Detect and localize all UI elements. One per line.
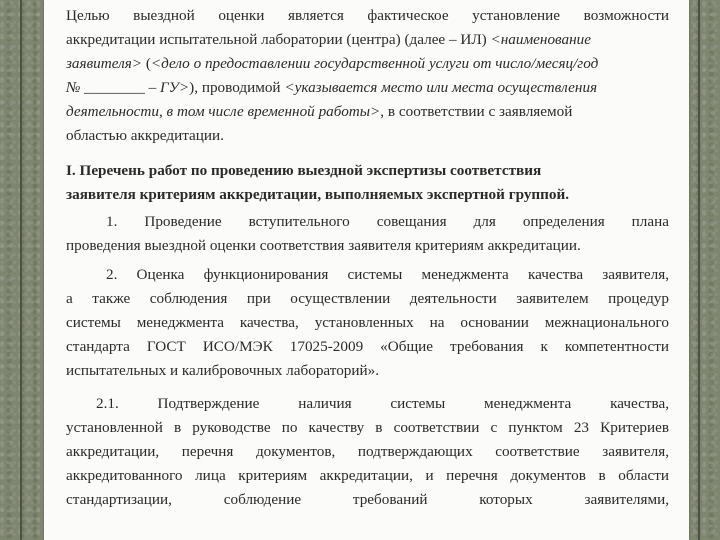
intro-text: Целью выездной оценки является фактическое установление возможности (66, 7, 669, 24)
item-2-line-4: стандарта ГОСТ ИСО/МЭК 17025-2009 «Общие требования к компетентности (66, 338, 669, 355)
placeholder-text: деятельности, в том числе временной работы> (66, 103, 381, 120)
item-2-line-2: а также соблюдения при осуществлении деятельности заявителем процедур (66, 290, 669, 307)
item-1-line-1: 1. Проведение вступительного совещания для определения плана (106, 213, 669, 230)
placeholder-text: № ________ – ГУ> (66, 79, 190, 96)
item-1-line-2: проведения выездной оценки соответствия заявителя критериям аккредитации. (66, 237, 581, 254)
section-heading-line-1: I. Перечень работ по проведению выездной экспертизы соответствия (66, 162, 542, 179)
item-2-line-3: системы менеджмента качества, установленных на основании межнационального (66, 314, 669, 331)
intro-text: аккредитации испытательной лаборатории (центра) (далее – ИЛ) (66, 31, 491, 48)
item-2-1-line-3: аккредитации, перечня документов, подтверждающих соответствие заявителя, (66, 443, 669, 460)
item-2-1-line-4: аккредитованного лица критериям аккредитации, и перечня документов в области (66, 467, 669, 484)
item-2-1-line-2: установленной в руководстве по качеству в соответствии с пунктом 23 Критериев (66, 419, 669, 436)
placeholder-text: <дело о предоставлении государственной услуги от число/месяц/год (150, 55, 599, 72)
intro-line-6 (44, 125, 689, 147)
placeholder-text: <указывается место или места осуществления (284, 79, 598, 96)
intro-line-1 (44, 5, 689, 27)
item-2-1-line-5: стандартизации, соблюдение требований которых заявителями, (66, 491, 669, 508)
section-heading-line-2: заявителя критериям аккредитации, выполняемых экспертной группой. (66, 186, 570, 203)
document-page (44, 0, 689, 540)
intro-line-3 (44, 53, 689, 75)
placeholder-text: заявителя> (66, 55, 143, 72)
intro-line-5 (44, 101, 689, 123)
item-2-line-1: 2. Оценка функционирования системы менеджмента качества заявителя, (106, 266, 669, 283)
placeholder-text: <наименование (490, 31, 591, 48)
item-2-line-5: испытательных и калибровочных лабораторий». (66, 362, 380, 379)
intro-line-2 (44, 29, 689, 51)
item-2-1-line-1: 2.1. Подтверждение наличия системы менеджмента качества, (96, 395, 669, 412)
intro-text: ( (142, 55, 151, 72)
intro-text: областью аккредитации. (66, 127, 224, 144)
intro-text: ), проводимой (189, 79, 285, 96)
left-frame-line (20, 0, 22, 540)
intro-text: , в соответствии с заявляемой (380, 103, 573, 120)
intro-line-4 (44, 77, 689, 99)
right-frame-line (698, 0, 700, 540)
